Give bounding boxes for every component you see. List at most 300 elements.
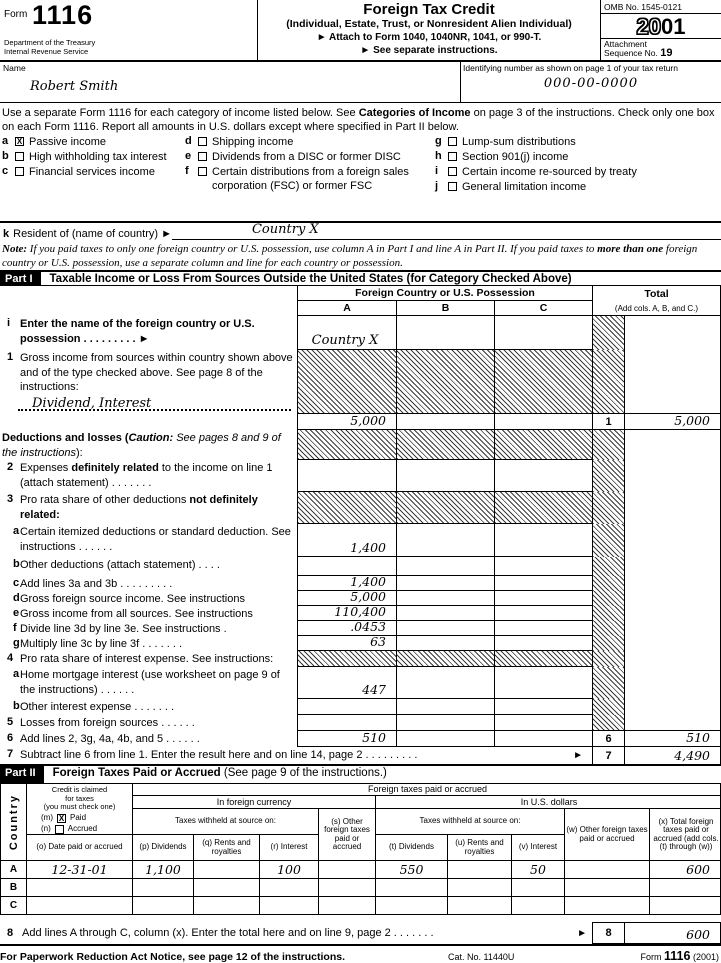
line-6-amount-c[interactable]: [494, 731, 592, 747]
part2-label: Part II: [0, 766, 44, 783]
line-1-amount-c[interactable]: [494, 414, 592, 430]
rowC-interest-foreign[interactable]: [259, 896, 318, 914]
checkbox-lump-sum[interactable]: [448, 137, 457, 146]
empty-total-cell: [625, 460, 721, 492]
row-letter-B: B: [1, 878, 26, 896]
line-3e-amount-c[interactable]: [494, 606, 592, 621]
paperwork-notice: For Paperwork Reduction Act Notice, see page 12 of the instructions.: [0, 951, 346, 963]
line-4-row: [0, 651, 721, 667]
rowB-dividends-us[interactable]: [375, 878, 447, 896]
line-letter: a: [13, 525, 20, 537]
line-7-label: Subtract line 6 from line 1. Enter the result here and on line 14, page 2 . . . . . . . . .: [20, 749, 418, 761]
omb-number: OMB No. 1545-0121: [601, 0, 721, 14]
line-3g-amount-b[interactable]: [396, 636, 494, 651]
rowC-other-us[interactable]: [564, 896, 649, 914]
rowA-dividends-foreign[interactable]: 1,100: [132, 860, 193, 878]
rowC-other-foreign[interactable]: [318, 896, 375, 914]
category-d: [185, 135, 433, 149]
line-5-amount-c[interactable]: [494, 715, 592, 731]
footer-form-year: (2001): [692, 952, 719, 962]
line-letter: b: [13, 558, 20, 570]
category-label: Financial services income: [29, 166, 155, 178]
hatched-cell: [592, 621, 625, 636]
empty-total-cell: [625, 430, 721, 460]
col-q-header: (q) Rents and royalties: [193, 834, 259, 860]
checkbox-shipping[interactable]: [198, 137, 207, 146]
empty-total-cell: [625, 576, 721, 591]
line-3d-amount-b[interactable]: [396, 591, 494, 606]
foreign-taxes-span-header: Foreign taxes paid or accrued: [132, 783, 721, 795]
line-letter: f: [13, 622, 17, 634]
empty-total-cell: [625, 606, 721, 621]
withheld-us-header: Taxes withheld at source on:: [375, 808, 564, 834]
rowC-rents-us[interactable]: [447, 896, 511, 914]
attach-instruction: ► Attach to Form 1040, 1040NR, 1041, or 990-T.: [316, 32, 542, 43]
checkbox-section-901j[interactable]: [448, 152, 457, 161]
spacer: [0, 414, 297, 430]
note-bold-2: more than one: [597, 243, 664, 255]
empty-total-cell: [625, 492, 721, 524]
sequence-number: 19: [660, 47, 673, 59]
hatched-cell: [592, 715, 625, 731]
rowB-rents-foreign[interactable]: [193, 878, 259, 896]
hatched-cell: [494, 350, 592, 414]
category-label: High withholding tax interest: [29, 151, 167, 163]
category-letter: e: [185, 150, 192, 162]
line-number: 5: [7, 716, 14, 728]
credit-claimed-box: [26, 783, 132, 834]
line-7-row: [0, 747, 721, 764]
empty-total-cell: [625, 667, 721, 699]
hatched-cell: [592, 667, 625, 699]
sequence-label: Sequence No.: [604, 48, 658, 58]
credit-line-3: (you must check one): [43, 802, 116, 811]
line-4-label: Pro rata share of interest expense. See instructions:: [20, 653, 274, 665]
line-number: 2: [7, 461, 14, 473]
line-letter-k: k: [3, 228, 10, 240]
page-footer: [0, 944, 721, 963]
checkbox-passive-income[interactable]: X: [16, 137, 23, 146]
checkbox-resourced-treaty[interactable]: [448, 167, 457, 176]
hatched-cell: [592, 460, 625, 492]
category-letter: c: [2, 165, 9, 177]
line-6-row: [0, 731, 721, 747]
hatched-cell: [592, 492, 625, 524]
hatched-cell: [592, 699, 625, 715]
column-c-header: C: [494, 301, 592, 316]
rowB-date-field[interactable]: [26, 878, 132, 896]
line-number: 4: [7, 652, 14, 664]
line-4b-label: Other interest expense . . . . . . .: [20, 701, 175, 713]
note-text-2: foreign country or U.S. possession, use a separate column and line for each country or possession.: [2, 243, 698, 269]
line-2-amount-a[interactable]: [297, 460, 396, 492]
line-4a-label: Home mortgage interest (use worksheet on page 9 of the instructions) . . . . . .: [20, 669, 280, 696]
line-4b-row: [0, 699, 721, 715]
row-letter-C: C: [1, 896, 26, 914]
omb-box: [600, 0, 721, 60]
part1-header-row-1: [0, 286, 721, 301]
category-label: Dividends from a DISC or former DISC: [212, 151, 401, 163]
line-5-amount-a[interactable]: [297, 715, 396, 731]
empty-total-cell: [625, 699, 721, 715]
col-x-header: (x) Total foreign taxes paid or accrued (add cols. (t) through (w)): [649, 808, 721, 860]
line-5-row: [0, 715, 721, 731]
rowB-interest-foreign[interactable]: [259, 878, 318, 896]
hatched-cell: [297, 492, 396, 524]
line-3b-label: Other deductions (attach statement) . . . .: [20, 559, 220, 571]
line-i-label: Enter the name of the foreign country or U.S. possession . . . . . . . . . ►: [20, 318, 255, 345]
line-1-total[interactable]: 5,000: [625, 414, 721, 430]
checkbox-fsc-distributions[interactable]: [198, 167, 207, 176]
rowC-dividends-us[interactable]: [375, 896, 447, 914]
rowC-total[interactable]: [649, 896, 721, 914]
category-letter: g: [435, 135, 442, 147]
rowB-rents-us[interactable]: [447, 878, 511, 896]
form-number: 1116: [32, 0, 94, 30]
part1-bar: [0, 270, 721, 286]
rowA-rents-us[interactable]: [447, 860, 511, 878]
part2-bar: [0, 766, 721, 783]
hatched-cell: [494, 492, 592, 524]
line-6-amount-b[interactable]: [396, 731, 494, 747]
rowB-other-foreign[interactable]: [318, 878, 375, 896]
empty-total-cell: [625, 557, 721, 576]
line-6-total[interactable]: 510: [625, 731, 721, 747]
line-5-amount-b[interactable]: [396, 715, 494, 731]
id-label: Identifying number as shown on page 1 of your tax return: [463, 63, 678, 73]
year-solid: 01: [661, 14, 686, 39]
note-bold-1: Note:: [2, 243, 28, 255]
line-1-value-row: [0, 414, 721, 430]
foreign-currency-header: In foreign currency: [132, 795, 375, 808]
empty-total-cell: [625, 651, 721, 667]
line-i-row: [0, 316, 721, 350]
line-4a-amount-a[interactable]: 447: [297, 667, 396, 699]
rowA-dividends-us[interactable]: 550: [375, 860, 447, 878]
hatched-cell: [396, 651, 494, 667]
line-8-total[interactable]: 600: [625, 922, 721, 944]
line-3f-amount-a[interactable]: .0453: [297, 621, 396, 636]
line-letter: g: [13, 637, 20, 649]
line-letter: e: [13, 607, 20, 619]
line-4b-amount-b[interactable]: [396, 699, 494, 715]
category-column-3: [435, 135, 719, 195]
line-6-label: Add lines 2, 3g, 4a, 4b, and 5 . . . . . .: [20, 733, 200, 745]
note-paragraph: [0, 240, 721, 270]
rowA-total[interactable]: 600: [649, 860, 721, 878]
line-2-amount-c[interactable]: [494, 460, 592, 492]
rowC-date-field[interactable]: [26, 896, 132, 914]
spacer: [0, 301, 297, 316]
catalog-number: Cat. No. 11440U: [448, 952, 515, 962]
rowC-dividends-foreign[interactable]: [132, 896, 193, 914]
category-checkboxes: [0, 133, 721, 219]
line-1-amount-b[interactable]: [396, 414, 494, 430]
id-field[interactable]: 000-00-0000: [543, 76, 639, 91]
form-word: Form: [4, 9, 28, 20]
checkbox-accrued[interactable]: [55, 825, 64, 834]
checkbox-paid[interactable]: X: [58, 813, 65, 823]
line-number-box: 6: [592, 731, 625, 747]
paid-label: Paid: [70, 812, 87, 822]
right-arrow-icon: ►: [573, 750, 583, 761]
empty-total-cell: [625, 591, 721, 606]
intro-bold: Categories of Income: [358, 107, 471, 119]
line-letter: d: [13, 592, 20, 604]
category-f: [185, 165, 433, 193]
caution-bold: Caution:: [128, 432, 174, 444]
category-i: [435, 165, 719, 179]
hatched-cell: [592, 524, 625, 557]
category-label: Passive income: [29, 136, 107, 148]
line-1-amount-a[interactable]: 5,000: [297, 414, 396, 430]
col-p-header: (p) Dividends: [132, 834, 193, 860]
part1-header-row-2: [0, 301, 721, 316]
category-e: [185, 150, 433, 164]
option-m-label: (m): [41, 812, 53, 822]
line-letter: c: [13, 577, 20, 589]
line-1-entry[interactable]: Dividend, Interest: [18, 396, 291, 411]
line-number: 3: [7, 493, 14, 505]
category-letter: f: [185, 165, 189, 177]
line-7-total[interactable]: 4,490: [625, 747, 721, 764]
col-v-header: (v) Interest: [511, 834, 564, 860]
line-3g-row: [0, 636, 721, 651]
rowB-interest-us[interactable]: [511, 878, 564, 896]
line-3c-label: Add lines 3a and 3b . . . . . . . . .: [20, 578, 173, 590]
line-2-amount-b[interactable]: [396, 460, 494, 492]
name-row: [0, 62, 721, 103]
resident-label: Resident of (name of country) ►: [13, 228, 172, 240]
intro-text-1: Use a separate Form 1116 for each category of income listed below. See: [2, 107, 359, 119]
column-a-header: A: [297, 301, 396, 316]
rowC-interest-us[interactable]: [511, 896, 564, 914]
line-2-row: 2 Expenses definitely related to the income on line 1 (attach statement) . . . . . . .: [0, 460, 721, 492]
hatched-cell: [494, 651, 592, 667]
rowA-rents-foreign[interactable]: [193, 860, 259, 878]
column-group-header: Foreign Country or U.S. Possession: [297, 286, 592, 301]
line-3f-amount-c[interactable]: [494, 621, 592, 636]
line-3e-amount-b[interactable]: [396, 606, 494, 621]
tax-year: [601, 14, 721, 39]
paid-option: [27, 814, 132, 823]
rowB-total[interactable]: [649, 878, 721, 896]
accrued-option: [27, 825, 132, 834]
deductions-header-row: [0, 430, 721, 460]
line-8-row: [0, 922, 721, 944]
line-3f-label: Divide line 3d by line 3e. See instructions .: [20, 623, 227, 635]
rowB-other-us[interactable]: [564, 878, 649, 896]
form-title: Foreign Tax Credit: [363, 1, 495, 18]
part2-table: [0, 783, 721, 915]
country-name-cell-b[interactable]: [396, 316, 494, 350]
category-letter: j: [435, 180, 439, 192]
line-1-label: Gross income from sources within country shown above and of the type checked above. See page 8 of the instructions:: [20, 352, 293, 393]
option-n-label: (n): [41, 823, 51, 833]
line-number: i: [7, 317, 11, 329]
form-subtitle: (Individual, Estate, Trust, or Nonresident Alien Individual): [286, 18, 572, 30]
total-subheader: (Add cols. A, B, and C.): [592, 301, 721, 316]
row-letter-A: A: [1, 860, 26, 878]
col-o-header: (o) Date paid or accrued: [26, 834, 132, 860]
line-number: 7: [7, 748, 14, 760]
line-number-box: 1: [592, 414, 625, 430]
empty-total-cell: [625, 350, 721, 414]
line-3c-amount-a[interactable]: 1,400: [297, 576, 396, 591]
line-3a-amount-a[interactable]: 1,400: [297, 524, 396, 557]
category-j: [435, 180, 719, 194]
column-b-header: B: [396, 301, 494, 316]
part1-label: Part I: [0, 272, 41, 285]
caution-italic: See pages 8 and 9 of the instructions: [2, 432, 281, 459]
agency-lines: [4, 39, 95, 56]
hatched-cell: [592, 316, 625, 350]
line-4a-amount-c[interactable]: [494, 667, 592, 699]
rowB-dividends-foreign[interactable]: [132, 878, 193, 896]
line-4a-amount-b[interactable]: [396, 667, 494, 699]
category-c: [2, 165, 182, 179]
category-label: Certain distributions from a foreign sales corporation (FSC) or former FSC: [212, 166, 409, 192]
resident-country-field[interactable]: Country X: [251, 222, 319, 237]
line-3c-amount-c[interactable]: [494, 576, 592, 591]
hatched-cell: [592, 606, 625, 621]
dept-line2: Internal Revenue Service: [4, 46, 89, 56]
identifying-number-box: [460, 62, 721, 102]
hatched-cell: [592, 557, 625, 576]
line-4b-amount-c[interactable]: [494, 699, 592, 715]
rowC-rents-foreign[interactable]: [193, 896, 259, 914]
category-label: Lump-sum distributions: [462, 136, 576, 148]
hatched-cell: [592, 576, 625, 591]
country-name-cell-c[interactable]: [494, 316, 592, 350]
hatched-cell: [396, 492, 494, 524]
attachment-sequence: [601, 39, 721, 59]
hatched-cell: [592, 591, 625, 606]
category-letter: d: [185, 135, 192, 147]
name-field[interactable]: Robert Smith: [30, 79, 119, 94]
category-letter: a: [2, 135, 9, 147]
category-label: General limitation income: [462, 181, 587, 193]
category-column-1: [2, 135, 182, 180]
line-3a-amount-b[interactable]: [396, 524, 494, 557]
category-label: Certain income re-sourced by treaty: [462, 166, 637, 178]
form-footer-id: [641, 949, 721, 963]
hatched-cell: [297, 651, 396, 667]
form-header: [0, 0, 721, 62]
rowA-interest-us[interactable]: 50: [511, 860, 564, 878]
line-3b-amount-c[interactable]: [494, 557, 592, 576]
category-b: [2, 150, 182, 164]
line-number: 1: [7, 351, 14, 363]
country-name-cell-a[interactable]: Country X: [297, 316, 396, 350]
form-title-box: [258, 0, 600, 60]
line-3g-label: Multiply line 3c by line 3f . . . . . . .: [20, 638, 183, 650]
intro-text-2: on page 3 of the instructions. Check only one box on each Form 1116. Report all amounts in U.S. dollars except where specified in Part II below.: [2, 107, 715, 133]
empty-total-cell: [625, 524, 721, 557]
credit-line-2: for taxes: [65, 793, 94, 803]
part2-note: (See page 9 of the instructions.): [223, 767, 387, 779]
withheld-foreign-header: Taxes withheld at source on:: [132, 808, 318, 834]
line-3g-amount-a[interactable]: 63: [297, 636, 396, 651]
line-letter: a: [13, 668, 20, 680]
part2-title: Foreign Taxes Paid or Accrued: [52, 767, 224, 779]
footer-form-word: Form: [640, 952, 662, 962]
intro-paragraph: [0, 103, 721, 133]
part1-table: [0, 286, 721, 766]
line-6-amount-a[interactable]: 510: [297, 731, 396, 747]
col-t-header: (t) Dividends: [375, 834, 447, 860]
hatched-cell: [592, 651, 625, 667]
note-text-1: If you paid taxes to only one foreign country or U.S. possession, use column A in Part I and line A in Part II. If you paid taxes to: [27, 243, 598, 255]
col-u-header: (u) Rents and royalties: [447, 834, 511, 860]
form-number-box: [0, 0, 258, 60]
line-3e-label: Gross income from all sources. See instructions: [20, 608, 253, 620]
hatched-cell: [592, 430, 625, 460]
footer-form-number: 1116: [664, 949, 691, 963]
line-5-label: Losses from foreign sources . . . . . .: [20, 717, 195, 729]
checkbox-high-withholding[interactable]: [15, 152, 24, 161]
rowA-other-us[interactable]: [564, 860, 649, 878]
hatched-cell: [297, 430, 396, 460]
part1-title: Taxable Income or Loss From Sources Outside the United States (for Category Checked Above): [49, 273, 572, 285]
us-dollars-header: In U.S. dollars: [375, 795, 721, 808]
empty-total-cell: [625, 316, 721, 350]
line-3b-amount-b[interactable]: [396, 557, 494, 576]
line-number-box: 7: [592, 747, 625, 764]
line-3d-amount-a[interactable]: 5,000: [297, 591, 396, 606]
country-axis-label: Country: [1, 783, 26, 860]
hatched-cell: [396, 430, 494, 460]
category-label: Shipping income: [212, 136, 294, 148]
line-letter: b: [13, 700, 20, 712]
line-3a-row: [0, 524, 721, 557]
deductions-end: ):: [75, 446, 83, 459]
line-3f-amount-b[interactable]: [396, 621, 494, 636]
attachment-label: Attachment: [604, 39, 647, 49]
year-outline: 20: [636, 14, 661, 39]
rowA-date-field[interactable]: 12-31-01: [26, 860, 132, 878]
checkbox-general-limitation[interactable]: [448, 182, 457, 191]
line-3a-label: Certain itemized deductions or standard deduction. See instructions . . . . . .: [20, 526, 291, 553]
col-w-header: (w) Other foreign taxes paid or accrued: [564, 808, 649, 860]
empty-total-cell: [625, 621, 721, 636]
line-4b-amount-a[interactable]: [297, 699, 396, 715]
category-label: Section 901(j) income: [462, 151, 569, 163]
checkbox-disc-dividends[interactable]: [198, 152, 207, 161]
category-letter: h: [435, 150, 442, 162]
category-letter: i: [435, 165, 439, 177]
line-1-row: [0, 350, 721, 414]
line-3a-amount-c[interactable]: [494, 524, 592, 557]
rowA-other-foreign[interactable]: [318, 860, 375, 878]
line-3e-amount-a[interactable]: 110,400: [297, 606, 396, 621]
line-3d-label: Gross foreign source income. See instructions: [20, 593, 245, 605]
line-number-box: 8: [592, 922, 625, 944]
accrued-label: Accrued: [67, 823, 98, 833]
line-3d-amount-c[interactable]: [494, 591, 592, 606]
credit-line-1: Credit is claimed: [51, 785, 108, 794]
rowA-interest-foreign[interactable]: 100: [259, 860, 318, 878]
col-r-header: (r) Interest: [259, 834, 318, 860]
total-header: Total: [592, 286, 721, 301]
hatched-cell: [297, 350, 396, 414]
line-3g-amount-c[interactable]: [494, 636, 592, 651]
line-3c-amount-b[interactable]: [396, 576, 494, 591]
checkbox-financial-services[interactable]: [15, 167, 24, 176]
hatched-cell: [494, 430, 592, 460]
spacer: [0, 286, 297, 301]
line-number: 6: [7, 732, 14, 744]
